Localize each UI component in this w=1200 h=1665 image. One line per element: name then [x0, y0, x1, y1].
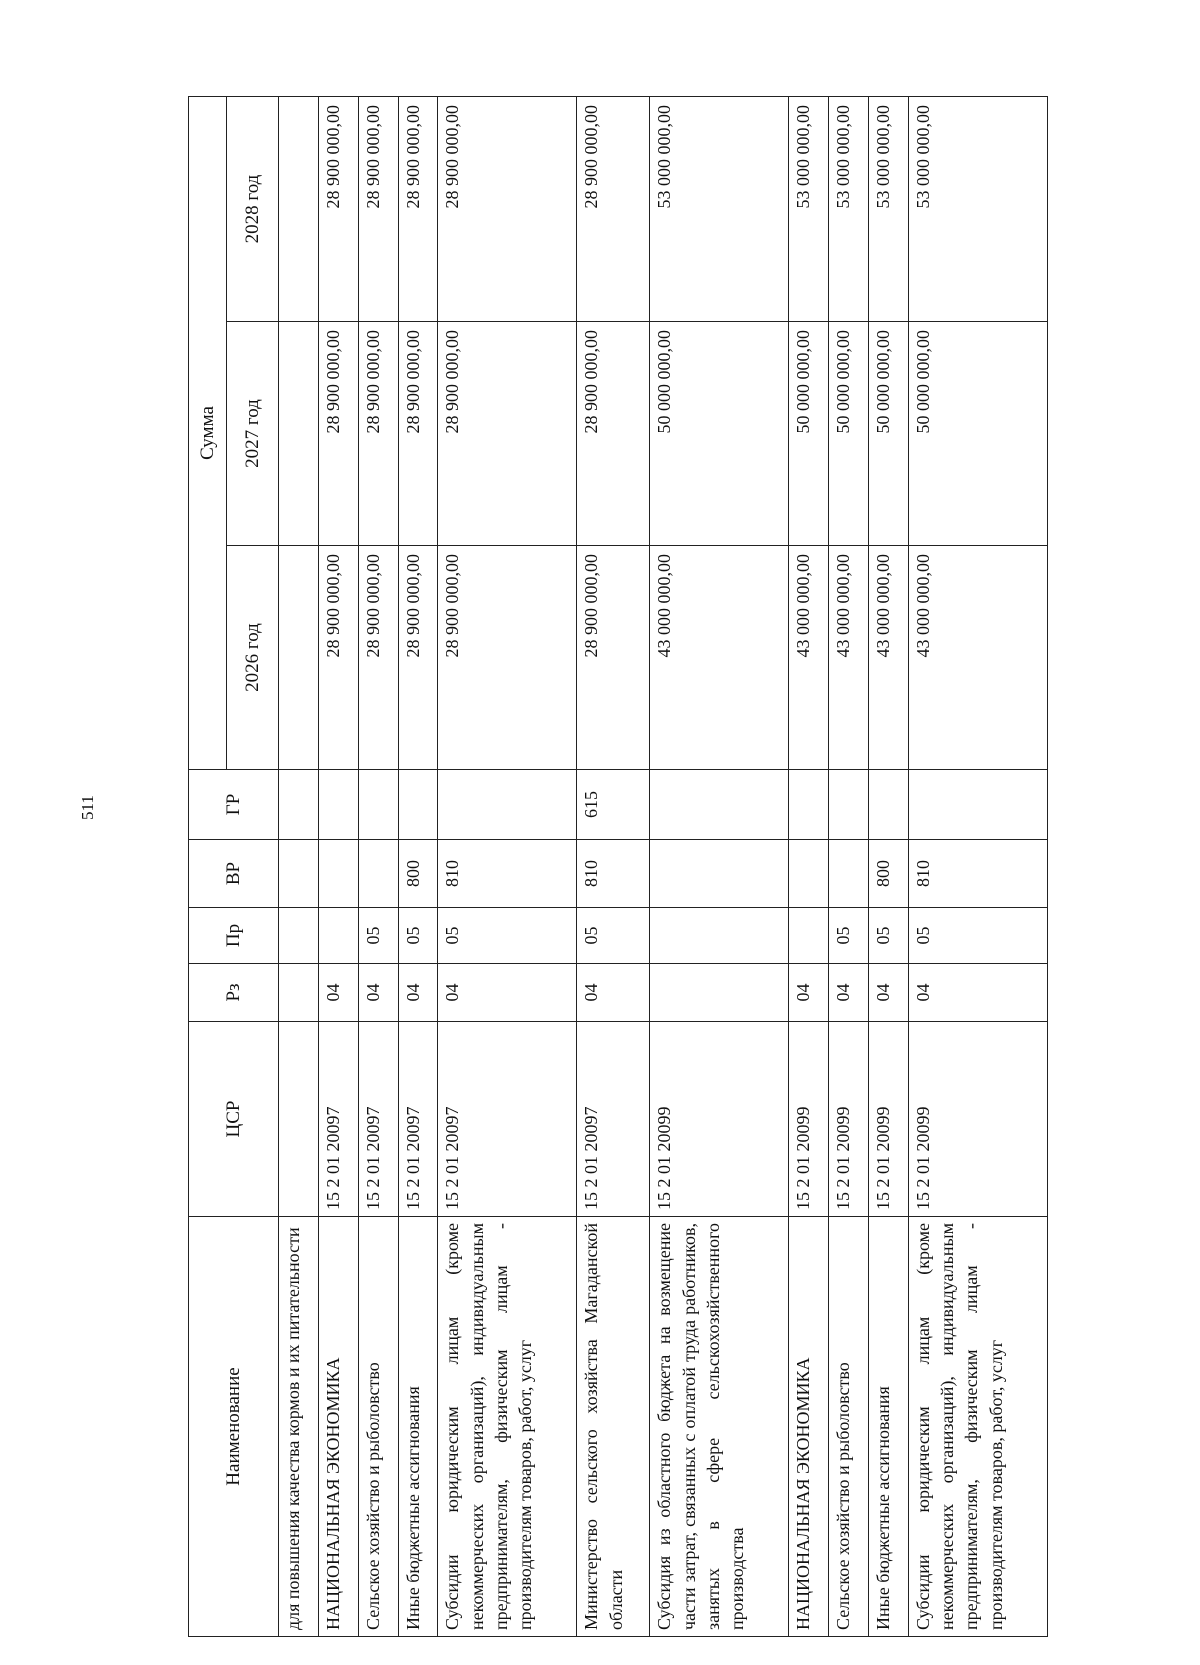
- cell-pr: 05: [829, 908, 869, 964]
- cell-csr: 15 2 01 20099: [789, 1022, 829, 1217]
- header-rz: Рз: [189, 964, 279, 1022]
- header-2028: 2028 год: [227, 96, 279, 321]
- cell-pr: 05: [577, 908, 650, 964]
- cell-name: Министерство сельского хозяйства Магаданской области: [577, 1217, 650, 1637]
- cell-vr: [358, 840, 398, 908]
- cell-name: Иные бюджетные ассигнования: [398, 1217, 438, 1637]
- cell-pr: 05: [869, 908, 909, 964]
- cell-csr: 15 2 01 20099: [650, 1022, 789, 1217]
- cell-gr: [438, 770, 577, 840]
- cell-y2026: 28 900 000,00: [318, 546, 358, 770]
- cell-y2028: 28 900 000,00: [358, 96, 398, 321]
- cell-name: НАЦИОНАЛЬНАЯ ЭКОНОМИКА: [789, 1217, 829, 1637]
- cell-gr: [358, 770, 398, 840]
- cell-y2026: 28 900 000,00: [398, 546, 438, 770]
- header-gr: ГР: [189, 770, 279, 840]
- cell-csr: 15 2 01 20097: [358, 1022, 398, 1217]
- cell-vr: [650, 840, 789, 908]
- cell-name: Субсидия из областного бюджета на возмещение части затрат, связанных с оплатой труда работников, занятых в сфере сельскохозяйственного производства: [650, 1217, 789, 1637]
- header-csr: ЦСР: [189, 1022, 279, 1217]
- header-2026: 2026 год: [227, 546, 279, 770]
- cell-pr: 05: [908, 908, 1047, 964]
- cell-name: Иные бюджетные ассигнования: [869, 1217, 909, 1637]
- table-row: [869, 96, 909, 1636]
- budget-table: [188, 96, 1048, 1637]
- cell-rz: 04: [318, 964, 358, 1022]
- cell-csr: 15 2 01 20099: [829, 1022, 869, 1217]
- table-row: [577, 96, 650, 1636]
- cell-name: Сельское хозяйство и рыболовство: [358, 1217, 398, 1637]
- rotated-table-wrapper: [188, 97, 1048, 1637]
- cell-rz: [650, 964, 789, 1022]
- cell-y2027: 50 000 000,00: [829, 322, 869, 546]
- cell-vr: [789, 840, 829, 908]
- cell-y2028: 53 000 000,00: [908, 96, 1047, 321]
- cell-vr: 800: [398, 840, 438, 908]
- cell-y2026: 43 000 000,00: [869, 546, 909, 770]
- cell-csr: 15 2 01 20097: [577, 1022, 650, 1217]
- cell-gr: 615: [577, 770, 650, 840]
- cell-gr: [908, 770, 1047, 840]
- cell-vr: [279, 840, 319, 908]
- cell-gr: [650, 770, 789, 840]
- cell-pr: 05: [438, 908, 577, 964]
- table-row: [279, 96, 319, 1636]
- cell-y2027: 50 000 000,00: [908, 322, 1047, 546]
- cell-gr: [789, 770, 829, 840]
- cell-y2026: 28 900 000,00: [358, 546, 398, 770]
- cell-rz: 04: [908, 964, 1047, 1022]
- cell-y2026: 28 900 000,00: [577, 546, 650, 770]
- cell-rz: [279, 964, 319, 1022]
- header-name: Наименование: [189, 1217, 279, 1637]
- cell-rz: 04: [438, 964, 577, 1022]
- cell-pr: [789, 908, 829, 964]
- cell-pr: [318, 908, 358, 964]
- cell-gr: [279, 770, 319, 840]
- cell-csr: 15 2 01 20099: [908, 1022, 1047, 1217]
- cell-y2028: 53 000 000,00: [789, 96, 829, 321]
- cell-vr: [318, 840, 358, 908]
- cell-vr: [829, 840, 869, 908]
- table-row: [398, 96, 438, 1636]
- cell-y2026: 43 000 000,00: [829, 546, 869, 770]
- cell-vr: 810: [438, 840, 577, 908]
- cell-rz: 04: [869, 964, 909, 1022]
- cell-gr: [869, 770, 909, 840]
- cell-rz: 04: [789, 964, 829, 1022]
- table-row: [650, 96, 789, 1636]
- cell-y2026: 43 000 000,00: [908, 546, 1047, 770]
- cell-gr: [829, 770, 869, 840]
- cell-gr: [318, 770, 358, 840]
- page-number: 511: [78, 795, 97, 820]
- cell-y2028: 53 000 000,00: [869, 96, 909, 321]
- table-body: [279, 96, 1048, 1636]
- table-row: [358, 96, 398, 1636]
- table-row: [318, 96, 358, 1636]
- cell-y2028: 53 000 000,00: [829, 96, 869, 321]
- cell-rz: 04: [829, 964, 869, 1022]
- cell-vr: 800: [869, 840, 909, 908]
- cell-y2028: 28 900 000,00: [318, 96, 358, 321]
- cell-y2027: 50 000 000,00: [789, 322, 829, 546]
- cell-name: Субсидии юридическим лицам (кроме некоммерческих организаций), индивидуальным предпринимателям, физическим лицам - производителям товаров, работ, услуг: [908, 1217, 1047, 1637]
- cell-csr: 15 2 01 20097: [398, 1022, 438, 1217]
- cell-y2027: 28 900 000,00: [358, 322, 398, 546]
- cell-y2027: 50 000 000,00: [869, 322, 909, 546]
- cell-rz: 04: [577, 964, 650, 1022]
- cell-y2027: [279, 322, 319, 546]
- cell-vr: 810: [577, 840, 650, 908]
- cell-y2027: 28 900 000,00: [577, 322, 650, 546]
- cell-csr: 15 2 01 20099: [869, 1022, 909, 1217]
- cell-rz: 04: [358, 964, 398, 1022]
- cell-rz: 04: [398, 964, 438, 1022]
- cell-y2026: 28 900 000,00: [438, 546, 577, 770]
- header-vr: ВР: [189, 840, 279, 908]
- cell-name: для повышения качества кормов и их питательности: [279, 1217, 319, 1637]
- header-sum: Сумма: [189, 96, 227, 769]
- cell-name: Субсидии юридическим лицам (кроме некоммерческих организаций), индивидуальным предпринимателям, физическим лицам - производителям товаров, работ, услуг: [438, 1217, 577, 1637]
- cell-vr: 810: [908, 840, 1047, 908]
- cell-pr: 05: [398, 908, 438, 964]
- cell-y2027: 28 900 000,00: [318, 322, 358, 546]
- cell-y2027: 28 900 000,00: [398, 322, 438, 546]
- cell-csr: [279, 1022, 319, 1217]
- cell-y2028: 53 000 000,00: [650, 96, 789, 321]
- cell-y2026: 43 000 000,00: [789, 546, 829, 770]
- cell-pr: 05: [358, 908, 398, 964]
- cell-csr: 15 2 01 20097: [318, 1022, 358, 1217]
- header-pr: Пр: [189, 908, 279, 964]
- table-row: [829, 96, 869, 1636]
- table-header: [189, 96, 279, 1636]
- cell-y2028: [279, 96, 319, 321]
- table-row: [438, 96, 577, 1636]
- cell-y2027: 50 000 000,00: [650, 322, 789, 546]
- cell-name: Сельское хозяйство и рыболовство: [829, 1217, 869, 1637]
- cell-y2026: 43 000 000,00: [650, 546, 789, 770]
- cell-name: НАЦИОНАЛЬНАЯ ЭКОНОМИКА: [318, 1217, 358, 1637]
- cell-y2028: 28 900 000,00: [577, 96, 650, 321]
- cell-pr: [650, 908, 789, 964]
- cell-y2026: [279, 546, 319, 770]
- cell-pr: [279, 908, 319, 964]
- cell-y2027: 28 900 000,00: [438, 322, 577, 546]
- cell-y2028: 28 900 000,00: [438, 96, 577, 321]
- cell-csr: 15 2 01 20097: [438, 1022, 577, 1217]
- table-row: [908, 96, 1047, 1636]
- cell-gr: [398, 770, 438, 840]
- table-row: [789, 96, 829, 1636]
- header-2027: 2027 год: [227, 322, 279, 546]
- cell-y2028: 28 900 000,00: [398, 96, 438, 321]
